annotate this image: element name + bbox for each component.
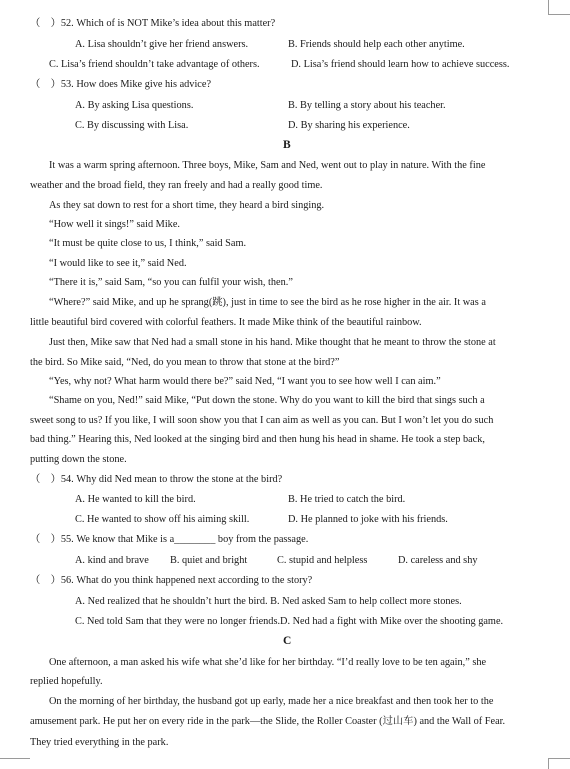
- passage-b-line: “Where?” said Mike, and up he sprang(跳), just in time to see the bird as he rose higher in the air. It was a: [49, 297, 486, 308]
- passage-c-line: amusement park. He put her on every ride in the park—the Slide, the Roller Coaster (过山车) and the Wall of Fear.: [30, 716, 506, 727]
- passage-b-line: the bird. So Mike said, “Ned, do you mean to throw that stone at the bird?”: [30, 357, 340, 368]
- q52-option-b: B. Friends should help each other anytime.: [288, 39, 465, 50]
- crop-mark-top-right: [548, 0, 570, 15]
- q52-option-a: A. Lisa shouldn’t give her friend answers.: [75, 39, 249, 50]
- q54-option-a: A. He wanted to kill the bird.: [75, 494, 196, 505]
- question-53: （ ）53. How does Mike give his advice?: [30, 79, 212, 90]
- passage-b-line: “I would like to see it,” said Ned.: [49, 258, 187, 269]
- q54-option-d: D. He planned to joke with his friends.: [288, 514, 448, 525]
- passage-b-line: sweet song to us? If you like, I will soon show you that I can aim as well as you can. But I won’t let you do such: [30, 415, 494, 426]
- passage-c-line: On the morning of her birthday, the husband got up early, made her a nice breakfast and then took her to the: [49, 696, 494, 707]
- section-c-heading: C: [283, 635, 292, 647]
- q53-option-b: B. By telling a story about his teacher.: [288, 100, 446, 111]
- passage-b-line: putting down the stone.: [30, 454, 127, 465]
- q52-option-d: D. Lisa’s friend should learn how to achieve success.: [291, 59, 510, 70]
- q55-option-a: A. kind and brave: [75, 555, 149, 566]
- passage-b-line: weather and the broad field, they ran freely and had a really good time.: [30, 180, 323, 191]
- q53-option-c: C. By discussing with Lisa.: [75, 120, 189, 131]
- q55-option-b: B. quiet and bright: [170, 555, 248, 566]
- passage-b-line: bad thing.” Hearing this, Ned looked at the singing bird and then hung his head in shame. He took a step back,: [30, 434, 485, 445]
- passage-c-line: One afternoon, a man asked his wife what she’d like for her birthday. “I’d really love to be ten again,” she: [49, 657, 487, 668]
- passage-b-line: “Shame on you, Ned!” said Mike, “Put down the stone. Why do you want to kill the bird that sings such a: [49, 395, 485, 406]
- q56-options-line-1: A. Ned realized that he shouldn’t hurt the bird. B. Ned asked Sam to help collect more stones.: [75, 596, 462, 607]
- q53-option-a: A. By asking Lisa questions.: [75, 100, 194, 111]
- passage-b-line: Just then, Mike saw that Ned had a small stone in his hand. Mike thought that he meant to throw the stone at: [49, 337, 496, 348]
- question-52: （ ）52. Which of is NOT Mike’s idea about this matter?: [30, 18, 276, 29]
- passage-b-line: little beautiful bird covered with colorful feathers. It made Mike think of the beautiful rainbow.: [30, 317, 422, 328]
- q53-option-d: D. By sharing his experience.: [288, 120, 410, 131]
- passage-b-line: It was a warm spring afternoon. Three boys, Mike, Sam and Ned, went out to play in nature. With the fine: [49, 160, 486, 171]
- section-b-heading: B: [283, 139, 291, 151]
- passage-b-line: “It must be quite close to us, I think,” said Sam.: [49, 238, 247, 249]
- question-54: （ ）54. Why did Ned mean to throw the stone at the bird?: [30, 474, 283, 485]
- passage-b-line: As they sat down to rest for a short time, they heard a bird singing.: [49, 200, 325, 211]
- question-56: （ ）56. What do you think happened next according to the story?: [30, 575, 313, 586]
- passage-c-line: replied hopefully.: [30, 676, 103, 687]
- passage-b-line: “Yes, why not? What harm would there be?” said Ned, “I want you to see how well I can aim.”: [49, 376, 441, 387]
- passage-c-line: They tried everything in the park.: [30, 737, 169, 748]
- q54-option-c: C. He wanted to show off his aiming skill.: [75, 514, 250, 525]
- q55-option-c: C. stupid and helpless: [277, 555, 368, 566]
- passage-b-line: “There it is,” said Sam, “so you can fulfil your wish, then.”: [49, 277, 293, 288]
- q55-option-d: D. careless and shy: [398, 555, 478, 566]
- q52-option-c: C. Lisa’s friend shouldn’t take advantage of others.: [49, 59, 260, 70]
- crop-mark-bottom-left: [0, 758, 30, 769]
- passage-b-line: “How well it sings!” said Mike.: [49, 219, 180, 230]
- question-55: （ ）55. We know that Mike is a________ boy from the passage.: [30, 534, 309, 545]
- crop-mark-bottom-right: [548, 758, 570, 769]
- q56-options-line-2: C. Ned told Sam that they were no longer friends.D. Ned had a fight with Mike over the shooting game.: [75, 616, 504, 627]
- q54-option-b: B. He tried to catch the bird.: [288, 494, 406, 505]
